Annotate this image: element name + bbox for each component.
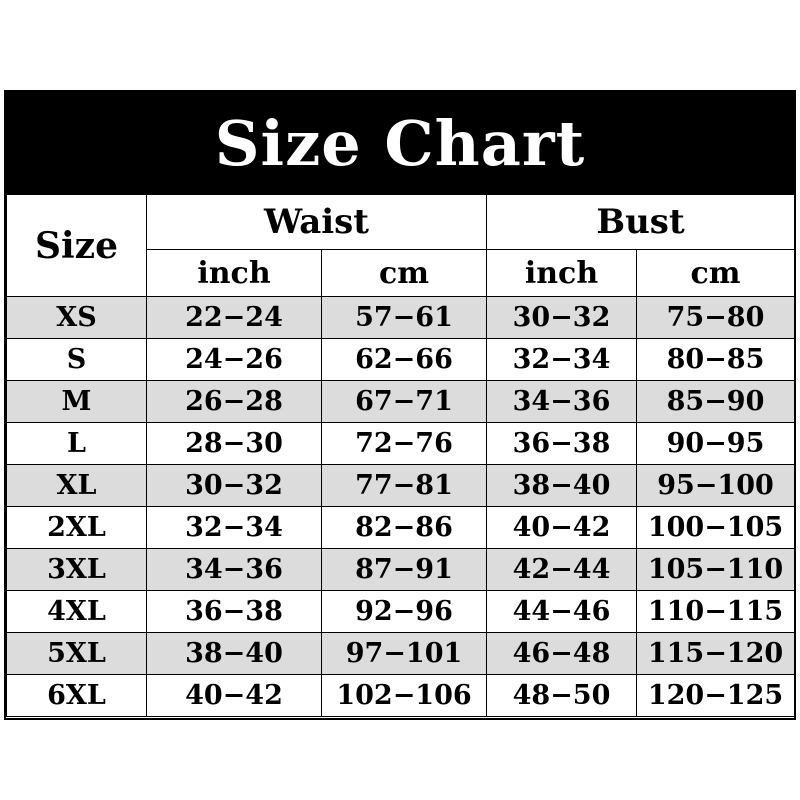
- size-chart: [4, 90, 796, 720]
- size-cell: 2XL: [7, 507, 147, 549]
- waist-inch-cell: 22−24: [147, 297, 322, 339]
- waist-inch-header: inch: [147, 250, 322, 297]
- size-header: Size: [7, 195, 147, 297]
- size-table: [6, 194, 795, 717]
- table-row: [7, 465, 795, 507]
- size-cell: M: [7, 381, 147, 423]
- bust-cm-header: cm: [637, 250, 795, 297]
- table-row: [7, 591, 795, 633]
- bust-cm-cell: 100−105: [637, 507, 795, 549]
- bust-inch-cell: 36−38: [487, 423, 637, 465]
- bust-cm-cell: 105−110: [637, 549, 795, 591]
- table-row: [7, 423, 795, 465]
- waist-cm-header: cm: [322, 250, 487, 297]
- size-cell: XS: [7, 297, 147, 339]
- waist-inch-cell: 26−28: [147, 381, 322, 423]
- waist-cm-cell: 72−76: [322, 423, 487, 465]
- waist-inch-cell: 28−30: [147, 423, 322, 465]
- bust-cm-cell: 85−90: [637, 381, 795, 423]
- waist-cm-cell: 82−86: [322, 507, 487, 549]
- bust-cm-cell: 95−100: [637, 465, 795, 507]
- size-cell: 4XL: [7, 591, 147, 633]
- size-cell: XL: [7, 465, 147, 507]
- waist-inch-cell: 30−32: [147, 465, 322, 507]
- bust-cm-cell: 110−115: [637, 591, 795, 633]
- table-row: [7, 381, 795, 423]
- waist-inch-cell: 32−34: [147, 507, 322, 549]
- waist-cm-cell: 62−66: [322, 339, 487, 381]
- bust-inch-cell: 46−48: [487, 633, 637, 675]
- waist-cm-cell: 92−96: [322, 591, 487, 633]
- waist-header: Waist: [147, 195, 487, 250]
- bust-header: Bust: [487, 195, 795, 250]
- bust-inch-header: inch: [487, 250, 637, 297]
- bust-cm-cell: 75−80: [637, 297, 795, 339]
- size-cell: S: [7, 339, 147, 381]
- size-cell: 6XL: [7, 675, 147, 717]
- waist-cm-cell: 57−61: [322, 297, 487, 339]
- bust-cm-cell: 120−125: [637, 675, 795, 717]
- waist-cm-cell: 67−71: [322, 381, 487, 423]
- bust-inch-cell: 42−44: [487, 549, 637, 591]
- waist-cm-cell: 87−91: [322, 549, 487, 591]
- waist-cm-cell: 102−106: [322, 675, 487, 717]
- bust-cm-cell: 90−95: [637, 423, 795, 465]
- bust-cm-cell: 80−85: [637, 339, 795, 381]
- waist-inch-cell: 36−38: [147, 591, 322, 633]
- waist-inch-cell: 40−42: [147, 675, 322, 717]
- chart-title: Size Chart: [6, 92, 794, 194]
- bust-inch-cell: 40−42: [487, 507, 637, 549]
- bust-cm-cell: 115−120: [637, 633, 795, 675]
- bust-inch-cell: 44−46: [487, 591, 637, 633]
- table-row: [7, 339, 795, 381]
- waist-cm-cell: 77−81: [322, 465, 487, 507]
- table-row: [7, 633, 795, 675]
- table-row: [7, 297, 795, 339]
- waist-cm-cell: 97−101: [322, 633, 487, 675]
- bust-inch-cell: 38−40: [487, 465, 637, 507]
- table-row: [7, 507, 795, 549]
- table-row: [7, 675, 795, 717]
- size-cell: L: [7, 423, 147, 465]
- bust-inch-cell: 30−32: [487, 297, 637, 339]
- waist-inch-cell: 38−40: [147, 633, 322, 675]
- bust-inch-cell: 48−50: [487, 675, 637, 717]
- waist-inch-cell: 34−36: [147, 549, 322, 591]
- waist-inch-cell: 24−26: [147, 339, 322, 381]
- bust-inch-cell: 34−36: [487, 381, 637, 423]
- table-row: [7, 549, 795, 591]
- size-cell: 3XL: [7, 549, 147, 591]
- bust-inch-cell: 32−34: [487, 339, 637, 381]
- size-cell: 5XL: [7, 633, 147, 675]
